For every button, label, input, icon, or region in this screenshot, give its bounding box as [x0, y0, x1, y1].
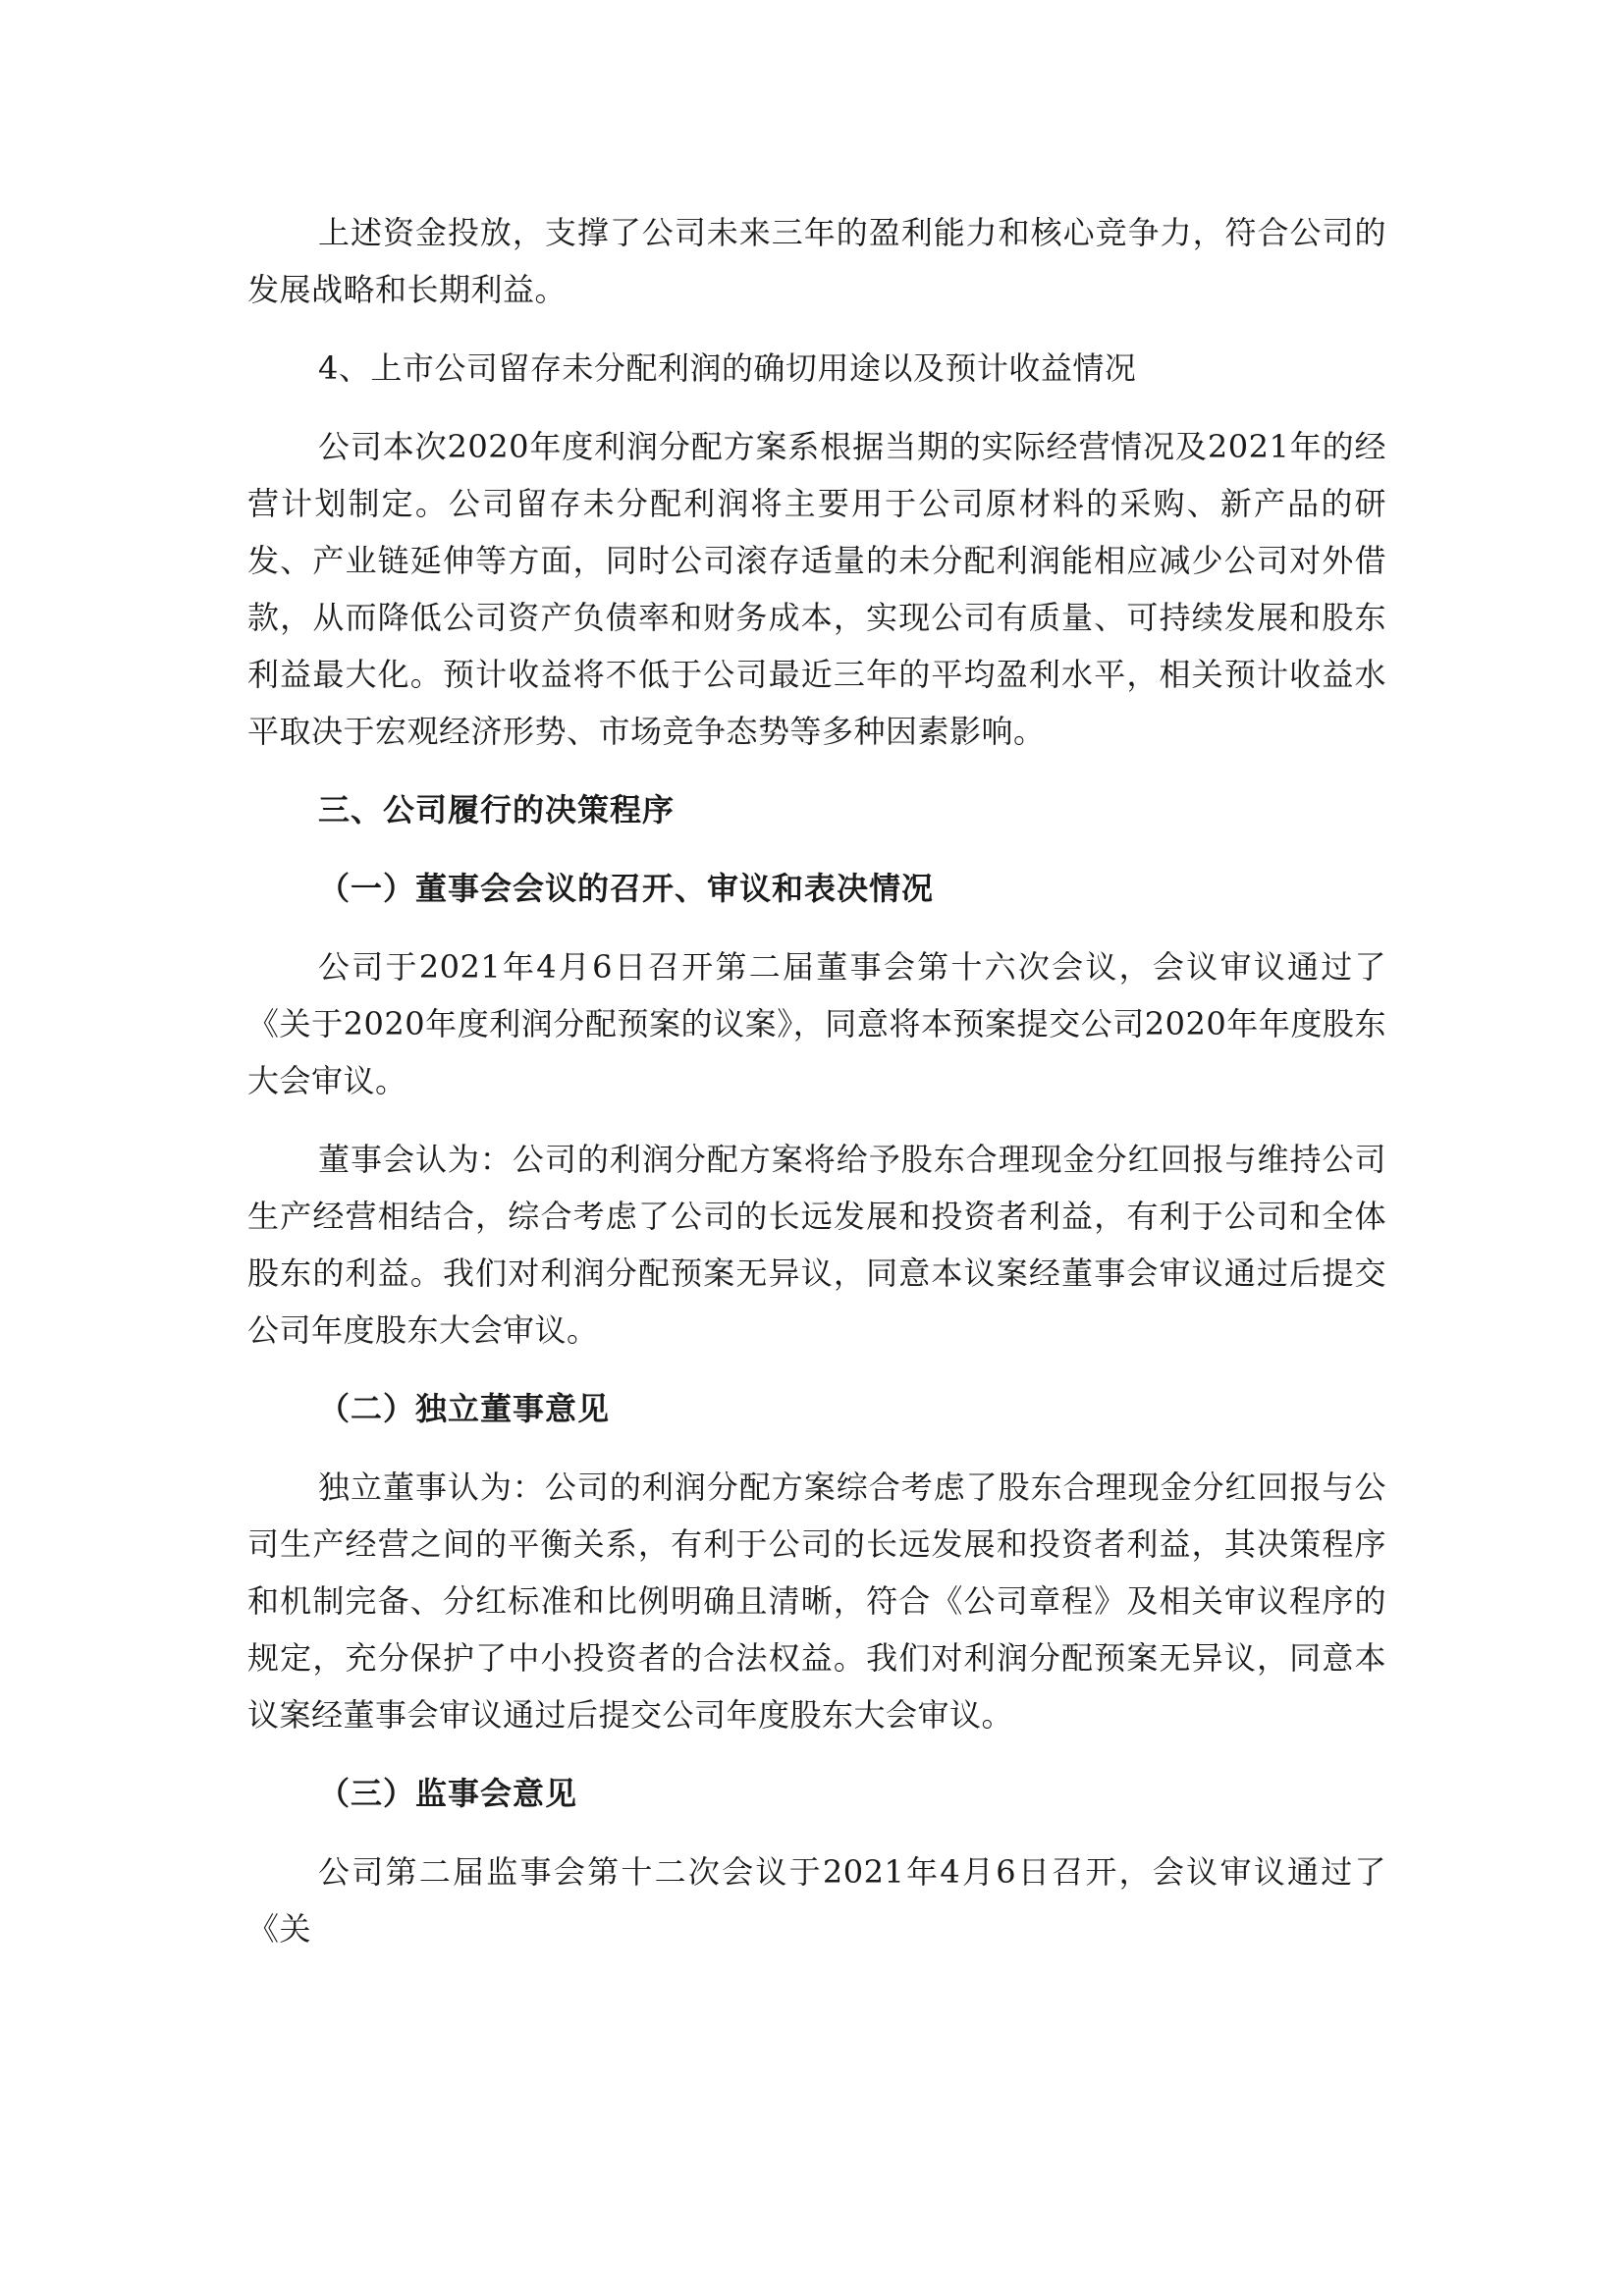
- paragraph-investment-summary: 上述资金投放，支撑了公司未来三年的盈利能力和核心竞争力，符合公司的发展战略和长期利益。: [247, 214, 1386, 308]
- subsection-heading-supervisory-board: （三）监事会意见: [318, 1775, 578, 1812]
- paragraph-retained-profit-usage: 公司本次2020年度利润分配方案系根据当期的实际经营情况及2021年的经营计划制定。公司留存未分配利润将主要用于公司原材料的采购、新产品的研发、产业链延伸等方面，同时公司滚存适量的未分配利润能相应减少公司对外借款，从而降低公司资产负债率和财务成本，实现公司有质量、可持续发展和股东利益最大化。预计收益将不低于公司最近三年的平均盈利水平，相关预计收益水平取决于宏观经济形势、市场竞争态势等多种因素影响。: [247, 428, 1386, 750]
- paragraph-board-opinion: 董事会认为：公司的利润分配方案将给予股东合理现金分红回报与维持公司生产经营相结合，综合考虑了公司的长远发展和投资者利益，有利于公司和全体股东的利益。我们对利润分配预案无异议，同意本议案经董事会审议通过后提交公司年度股东大会审议。: [247, 1141, 1386, 1349]
- section-heading-decision-procedure: 三、公司履行的决策程序: [318, 791, 676, 828]
- paragraph-supervisory-board-meeting: 公司第二届监事会第十二次会议于2021年4月6日召开，会议审议通过了《关: [247, 1853, 1386, 1948]
- paragraph-independent-directors-opinion: 独立董事认为：公司的利润分配方案综合考虑了股东合理现金分红回报与公司生产经营之间的平衡关系，有利于公司的长远发展和投资者利益，其决策程序和机制完备、分红标准和比例明确且清晰，符合《公司章程》及相关审议程序的规定，充分保护了中小投资者的合法权益。我们对利润分配预案无异议，同意本议案经董事会审议通过后提交公司年度股东大会审议。: [247, 1468, 1386, 1734]
- paragraph-item-4-title: 4、上市公司留存未分配利润的确切用途以及预计收益情况: [318, 349, 1137, 387]
- paragraph-board-meeting: 公司于2021年4月6日召开第二届董事会第十六次会议，会议审议通过了《关于2020年度利润分配预案的议案》，同意将本预案提交公司2020年年度股东大会审议。: [247, 948, 1386, 1099]
- subsection-heading-independent-directors: （二）独立董事意见: [318, 1390, 611, 1427]
- document-body: [247, 204, 1386, 1979]
- subsection-heading-board-meeting: （一）董事会会议的召开、审议和表决情况: [318, 870, 935, 907]
